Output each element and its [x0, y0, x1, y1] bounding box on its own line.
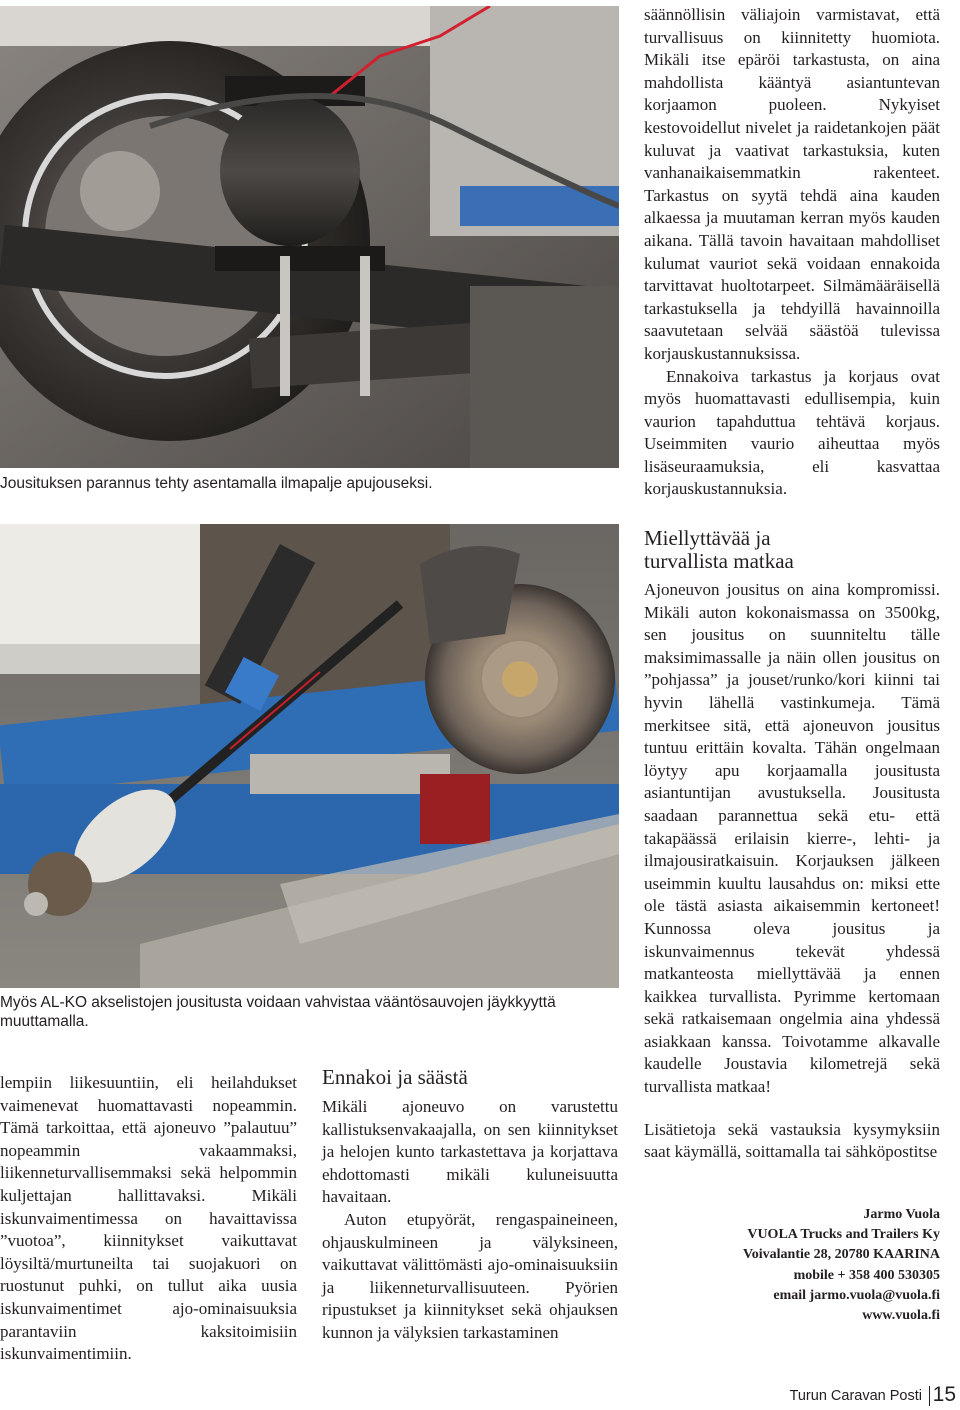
right-column-lower-text [644, 579, 940, 1164]
contact-email[interactable]: email jarmo.vuola@vuola.fi [773, 1287, 940, 1303]
shock-absorber-paragraph: lempiin liikesuuntiin, eli heilahdukset vaimenevat huomattavasti nopeammin. Tämä tarkoittaa, että ajoneuvo ”palautuu” nopeammin vakaammaksi, liikenneturvallisemmaksi sekä helpommin kuljettajan hallittavaksi. Mikäli iskunvaimentimessa on havaittavissa ”vuotoa”, kiinnitykset vaikuttavat löysiltä/murtuneilta tai suojakuori on ruostunut puhki, on tullut aika uusia iskunvaimentimet ajo-ominaisuuksia parantaviin kaksitoimisiin iskunvaimentimiin. [0, 1073, 297, 1364]
page-number: 15 [932, 1383, 956, 1406]
bottom-photo-caption: Myös AL-KO akselistojen jousitusta voidaan vahvistaa vääntösauvojen jäykkyyttä muuttamalla. [0, 994, 556, 1030]
contact-phone: mobile + 358 400 530305 [793, 1267, 940, 1283]
left-column-bottom-text [0, 1072, 297, 1366]
stabilizer-paragraph: Mikäli ajoneuvo on varustettu kallistuksenvakaajalla, on sen kiinnitykset ja helojen kunto tarkastettava ja korjattava ehdottomasti mikäli kuluneisuutta havaitaan. [322, 1097, 618, 1207]
section-heading-anticipate-and-save: Ennakoi ja säästä [322, 1065, 468, 1089]
section-heading-pleasant-trip: Miellyttävää ja turvallista matkaa [644, 526, 794, 573]
contact-name: Jarmo Vuola [863, 1207, 940, 1222]
contact-company: VUOLA Trucks and Trailers Ky [747, 1227, 940, 1243]
contact-address: Voivalantie 28, 20780 KAARINA [742, 1247, 940, 1263]
air-spring-suspension-photo [0, 6, 619, 468]
contact-website[interactable]: www.vuola.fi [862, 1308, 940, 1324]
inspection-paragraph: säännöllisin väliajoin varmistavat, että turvallisuus on kiinnitetty huomiota. Mikäli itse epäröi tarkastusta, on aina mahdollista kääntyä asiantuntevan korjaamon puoleen. Nykyiset kestovoidellut nivelet ja raidetankojen päät kuluvat ja vaativat tarkastuksia, kuten vanhanaikaisemmatkin rakenteet. Tarkastus on syytä tehdä aina kauden alkaessa ja muutaman kerran myös kauden aikana. Tällä tavoin havaitaan mahdolliset kulumat vauriot sekä voidaan ennakoida tarvittavat huoltotarpeet. Silmämääräisellä tarkastuksella ja tehdyillä havainnoilla saavutetaan selvää säästöä tulevissa korjauskustannuksissa. [644, 5, 940, 363]
top-photo-caption: Jousituksen parannus tehty asentamalla ilmapalje apujouseksi. [0, 475, 433, 492]
middle-column-text [322, 1096, 618, 1345]
contact-intro-paragraph: Lisätietoja sekä vastauksia kysymyksiin saat käymällä, soittamalla tai sähköpostitse [644, 1119, 940, 1162]
page-footer [790, 1380, 960, 1410]
torsion-bar-repair-photo [0, 524, 619, 988]
contact-block [640, 1205, 940, 1326]
suspension-paragraph: Ajoneuvon jousitus on aina kompromissi. Mikäli auton kokonaismassa on 3500kg, sen jousitus on suunniteltu tälle maksimimassalle ja näin ollen jousitus on ”pohjassa” ja jouset/runko/kori kiinni tai hyvin lähellä vastinkumeja. Tämä merkitsee sitä, että ajoneuvon jousitus tuntuu erittäin kovalta. Tähän ongelmaan löytyy apu korjaamalla jousitusta asiantuntijan avustuksella. Jousitusta saadaan parannettua sekä etu- että takapäässä erilaisin kierre-, lehti- ja ilmajousiratkaisuin. Korjauksen jälkeen useimmin kuultu lausahdus on: miksi ette ole tästä asiasta aikaisemmin kertoneet! Kunnossa oleva jousitus ja iskunvaimennus tekevät yhdessä matkanteosta miellyttävää ja ennen kaikkea turvallista. Pyrimme kertomaan sekä ratkaisemaan ongelmia aina yhdessä asiakkaan kanssa. Toivotamme alkavalle kaudelle Joustavia kilometrejä sekä turvallista matkaa! [644, 580, 940, 1097]
publication-name: Turun Caravan Posti [789, 1388, 922, 1404]
front-wheels-paragraph: Auton etupyörät, rengaspaineineen, ohjauskulmineen ja välyksineen, vaikuttavat välittömästi ajo-ominaisuuksiin ja liikenneturvallisuuteen. Pyörien ripustukset ja kiinnitykset sekä ohjauksen kunnon ja välyksien tarkastaminen [322, 1209, 618, 1342]
preventive-repair-paragraph: Ennakoiva tarkastus ja korjaus ovat myös huomattavasti edullisempia, kuin vaurion tapahduttua tehtävä korjaus. Useimmiten vaurio aiheuttaa myös lisäseuraamuksia, eli kasvattaa korjauskustannuksia. [644, 366, 940, 499]
footer-divider [929, 1386, 930, 1406]
right-column-top-text [644, 4, 940, 501]
